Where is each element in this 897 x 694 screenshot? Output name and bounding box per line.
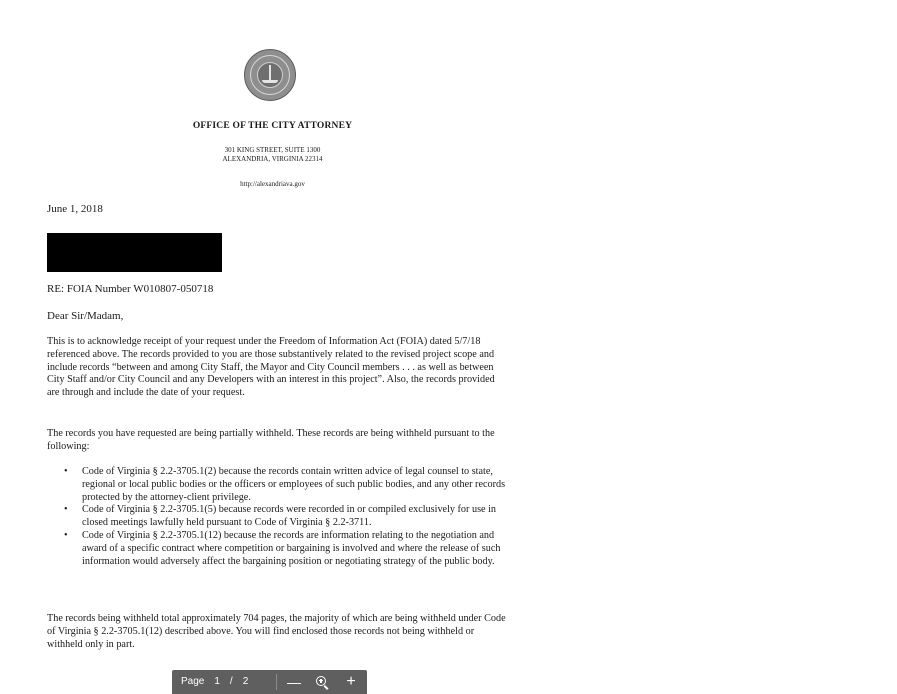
list-item-text: Code of Virginia § 2.2-3705.1(12) because the records are information relating to the negotiation and award of a specific contract where competition or bargaining is involved and where the release of such information would adversely affect the bargaining position or negotiating strategy of the public body. [82,529,501,567]
page-toolbar [172,670,367,694]
list-item [47,466,507,504]
exemption-list [47,466,507,568]
current-page[interactable]: 1 [214,676,220,687]
page-label: Page [181,676,205,687]
toolbar-divider [276,674,277,690]
body-paragraph-2: The records you have requested are being partially withheld. These records are being withheld pursuant to the following: [47,428,495,452]
body-paragraph-1: This is to acknowledge receipt of your request under the Freedom of Information Act (FOIA) dated 5/7/18 referenced above. The records provided to you are those substantively related to the revised project scope and include records “between and among City Staff, the Mayor and City Council members . . . as well as between City Staff and/or City Council and any Developers with an interest in this project”. Also, the records provided are through and include the date of your request. [47,336,495,399]
list-item-text: Code of Virginia § 2.2-3705.1(2) because the records contain written advice of legal counsel to state, regional or local public bodies or the officers or employees of such public bodies, and any other records protected by the attorney-client privilege. [82,466,506,503]
zoom-fit-button[interactable] [312,672,332,692]
bullet-icon: • [64,529,68,541]
bullet-icon: • [64,466,68,477]
page-indicator [181,674,248,690]
city-seal-icon [244,49,296,101]
list-item [47,530,507,568]
letter-date: June 1, 2018 [47,203,103,215]
redacted-recipient-block [47,233,222,272]
bullet-icon: • [64,504,68,516]
office-title: OFFICE OF THE CITY ATTORNEY [192,121,353,131]
address-line-2: ALEXANDRIA, VIRGINIA 22314 [222,155,323,163]
body-paragraph-3: The records being withheld total approximately 704 pages, the majority of which are being withheld under Code of Virginia § 2.2-3705.1(12) described above. You will find enclosed those records not being withheld or withheld only in part. [47,613,506,650]
office-website: http://alexandriava.gov [240,180,305,188]
salutation: Dear Sir/Madam, [47,310,124,322]
zoom-magnifier-icon [316,676,326,686]
list-item [47,504,507,530]
zoom-out-button[interactable]: — [287,674,301,690]
page-separator: / [229,676,233,687]
address-line-1: 301 KING STREET, SUITE 1300 [224,146,321,154]
subject-line: RE: FOIA Number W010807-050718 [47,283,214,295]
total-pages: 2 [242,676,249,687]
office-address [160,146,385,164]
list-item-text: Code of Virginia § 2.2-3705.1(5) because records were recorded in or compiled exclusively for use in closed meetings lawfully held pursuant to Code of Virginia § 2.2-3711. [82,504,497,529]
zoom-in-button[interactable]: + [346,673,356,690]
